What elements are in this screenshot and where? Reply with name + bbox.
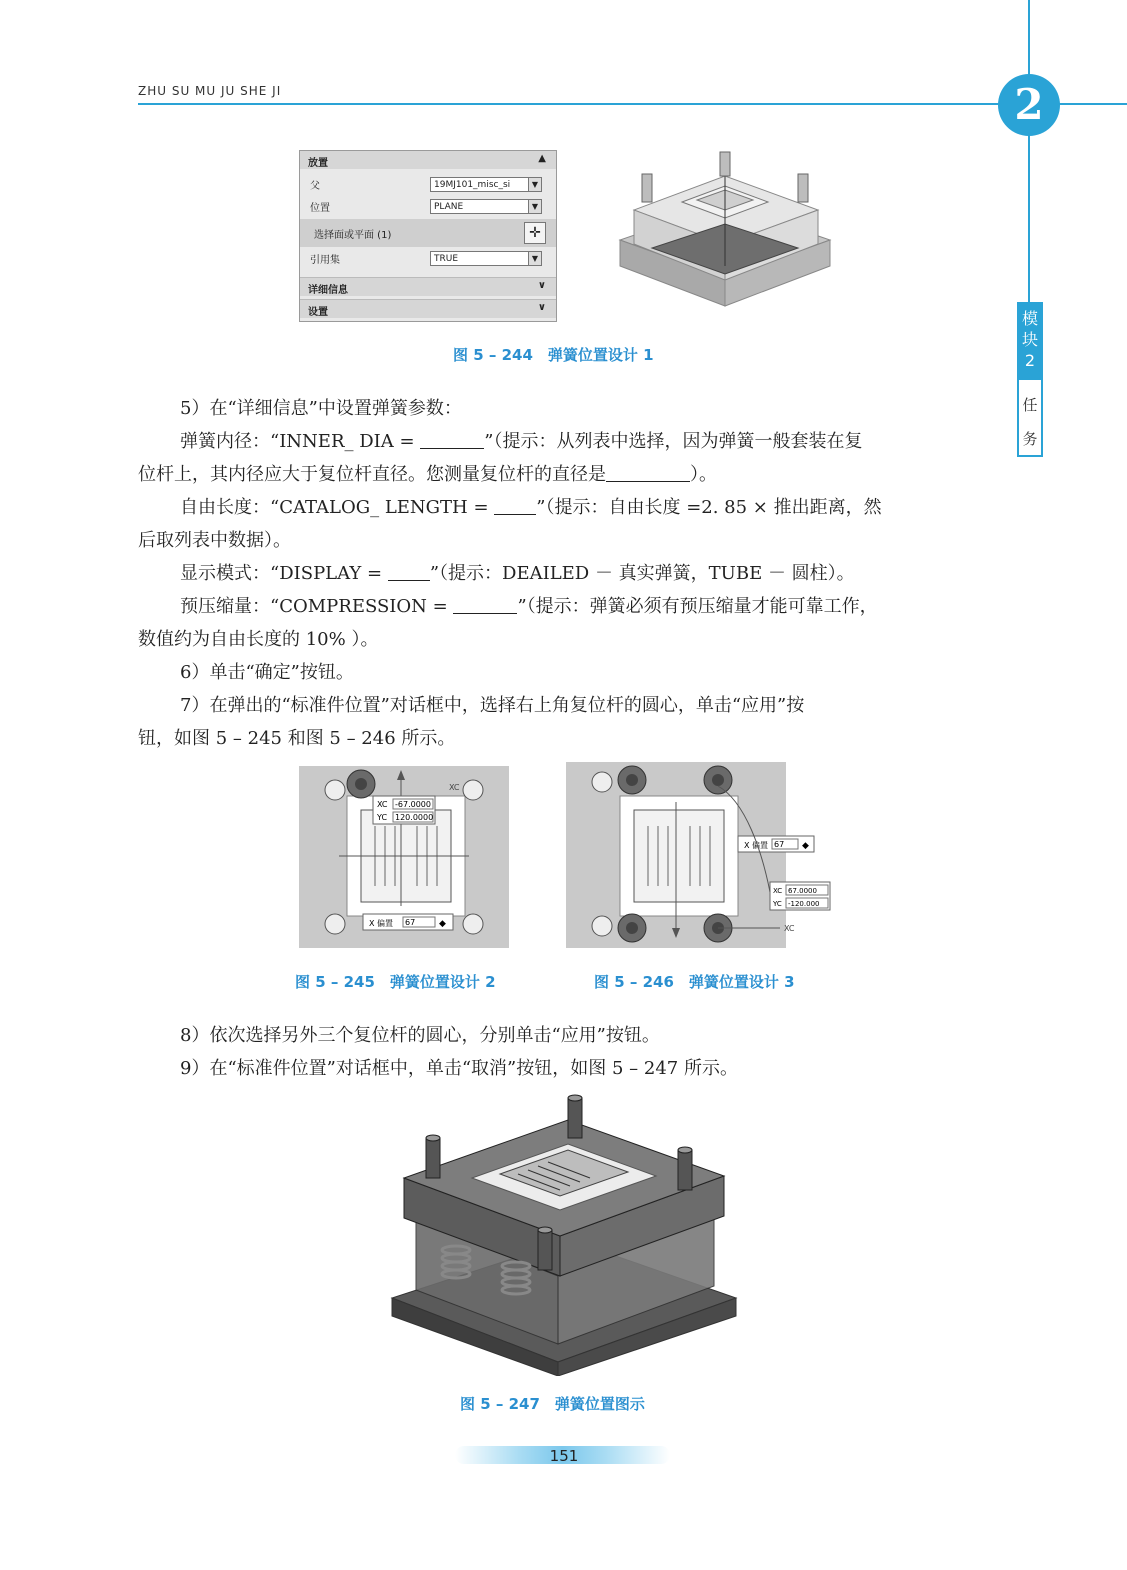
x-offset-value: 67 — [774, 840, 785, 849]
figure-caption: 图 5 – 244 弹簧位置设计 1 — [453, 346, 654, 364]
yc-label: YC — [773, 900, 782, 908]
side-tab-char: 块 — [1021, 330, 1038, 349]
axis-label: XC — [449, 783, 460, 792]
step-5: 5）在“详细信息”中设置弹簧参数： — [180, 398, 462, 419]
figure-caption: 图 5 – 246 弹簧位置设计 3 — [594, 973, 795, 991]
yc-label: YC — [377, 813, 388, 822]
side-tab — [1017, 302, 1043, 457]
chevron-down-icon: ∨ — [537, 280, 546, 291]
spring-position-figure-3 — [566, 762, 832, 948]
panel-row-select-face[interactable] — [300, 219, 556, 247]
side-tab-char: 2 — [1024, 351, 1036, 370]
spinner-icon[interactable]: ◆ — [439, 919, 446, 929]
yc-value: 120.0000 — [395, 813, 434, 822]
side-tab-module — [1019, 304, 1041, 380]
position-select[interactable]: PLANE ▼ — [430, 199, 542, 214]
x-offset-value: 67 — [405, 918, 416, 927]
parent-label: 父 — [310, 181, 320, 192]
xc-value: -67.0000 — [395, 800, 431, 809]
inner-dia-line: 弹簧内径：“INNER_ DIA = ”（提示：从列表中选择，因为弹簧一般套装在复 — [180, 431, 863, 452]
dropdown-arrow-icon: ▼ — [528, 200, 541, 213]
refset-select[interactable]: TRUE ▼ — [430, 251, 542, 266]
running-title: ZHU SU MU JU SHE JI — [138, 84, 282, 98]
chevron-down-icon: ∨ — [537, 302, 546, 313]
placement-panel-figure — [299, 150, 557, 322]
step-7: 7）在弹出的“标准件位置”对话框中，选择右上角复位杆的圆心，单击“应用”按 — [180, 695, 805, 716]
side-tab-char: 任 — [1022, 396, 1038, 414]
side-tab-task — [1019, 388, 1041, 456]
panel-section-header — [300, 151, 556, 169]
step-7-cont: 钮，如图 5 – 245 和图 5 – 246 所示。 — [138, 728, 456, 749]
panel-section-title: 放置 — [308, 158, 328, 169]
free-length-line: 自由长度：“CATALOG_ LENGTH = ”（提示：自由长度 =2. 85 × 推出距离，然 — [180, 497, 882, 518]
dropdown-arrow-icon: ▼ — [528, 178, 541, 191]
xc-label: XC — [377, 800, 388, 809]
figure-caption: 图 5 – 245 弹簧位置设计 2 — [295, 973, 496, 991]
spinner-icon[interactable]: ◆ — [802, 841, 809, 851]
inner-dia-line-2: 位杆上，其内径应大于复位杆直径。您测量复位杆的直径是 ）。 — [138, 464, 717, 485]
mold-iso-figure — [612, 148, 838, 324]
axis-label: XC — [784, 924, 795, 933]
free-length-line-2: 后取列表中数据）。 — [138, 530, 291, 551]
xc-label: XC — [773, 887, 783, 895]
module-number-badge: 2 — [998, 74, 1060, 136]
yc-value: -120.000 — [788, 900, 820, 908]
dropdown-arrow-icon: ▼ — [528, 252, 541, 265]
position-label: 位置 — [310, 203, 330, 214]
parent-select[interactable]: 19MJ101_misc_si ▼ — [430, 177, 542, 192]
mold-assembly-figure — [388, 1090, 740, 1376]
step-9: 9）在“标准件位置”对话框中，单击“取消”按钮，如图 5 – 247 所示。 — [180, 1058, 738, 1079]
compression-line: 预压缩量：“COMPRESSION = ”（提示：弹簧必须有预压缩量才能可靠工作， — [180, 596, 878, 617]
xc-value: 67.0000 — [788, 887, 817, 895]
select-face-label: 选择面或平面 (1) — [314, 230, 392, 241]
crosshair-icon[interactable]: ✛ — [524, 222, 546, 244]
chevron-up-icon: ▲ — [538, 153, 546, 164]
step-8: 8）依次选择另外三个复位杆的圆心，分别单击“应用”按钮。 — [180, 1025, 660, 1046]
compression-line-2: 数值约为自由长度的 10% ）。 — [138, 629, 379, 650]
side-tab-char: 务 — [1022, 430, 1038, 448]
refset-label: 引用集 — [310, 255, 340, 266]
panel-section-details[interactable]: 详细信息 ∨ — [300, 277, 556, 296]
page-number: 151 — [549, 1447, 579, 1465]
spring-position-figure-2 — [299, 766, 509, 948]
header-rule — [138, 103, 1127, 105]
x-offset-label: X 偏置 — [369, 919, 394, 928]
figure-caption: 图 5 – 247 弹簧位置图示 — [460, 1395, 645, 1413]
panel-section-settings[interactable]: 设置 ∨ — [300, 299, 556, 318]
step-6: 6）单击“确定”按钮。 — [180, 662, 354, 683]
x-offset-label: X 偏置 — [744, 841, 769, 850]
side-tab-char: 模 — [1021, 309, 1038, 328]
display-mode-line: 显示模式：“DISPLAY = ”（提示：DEAILED － 真实弹簧，TUBE － 圆柱）。 — [180, 563, 855, 584]
